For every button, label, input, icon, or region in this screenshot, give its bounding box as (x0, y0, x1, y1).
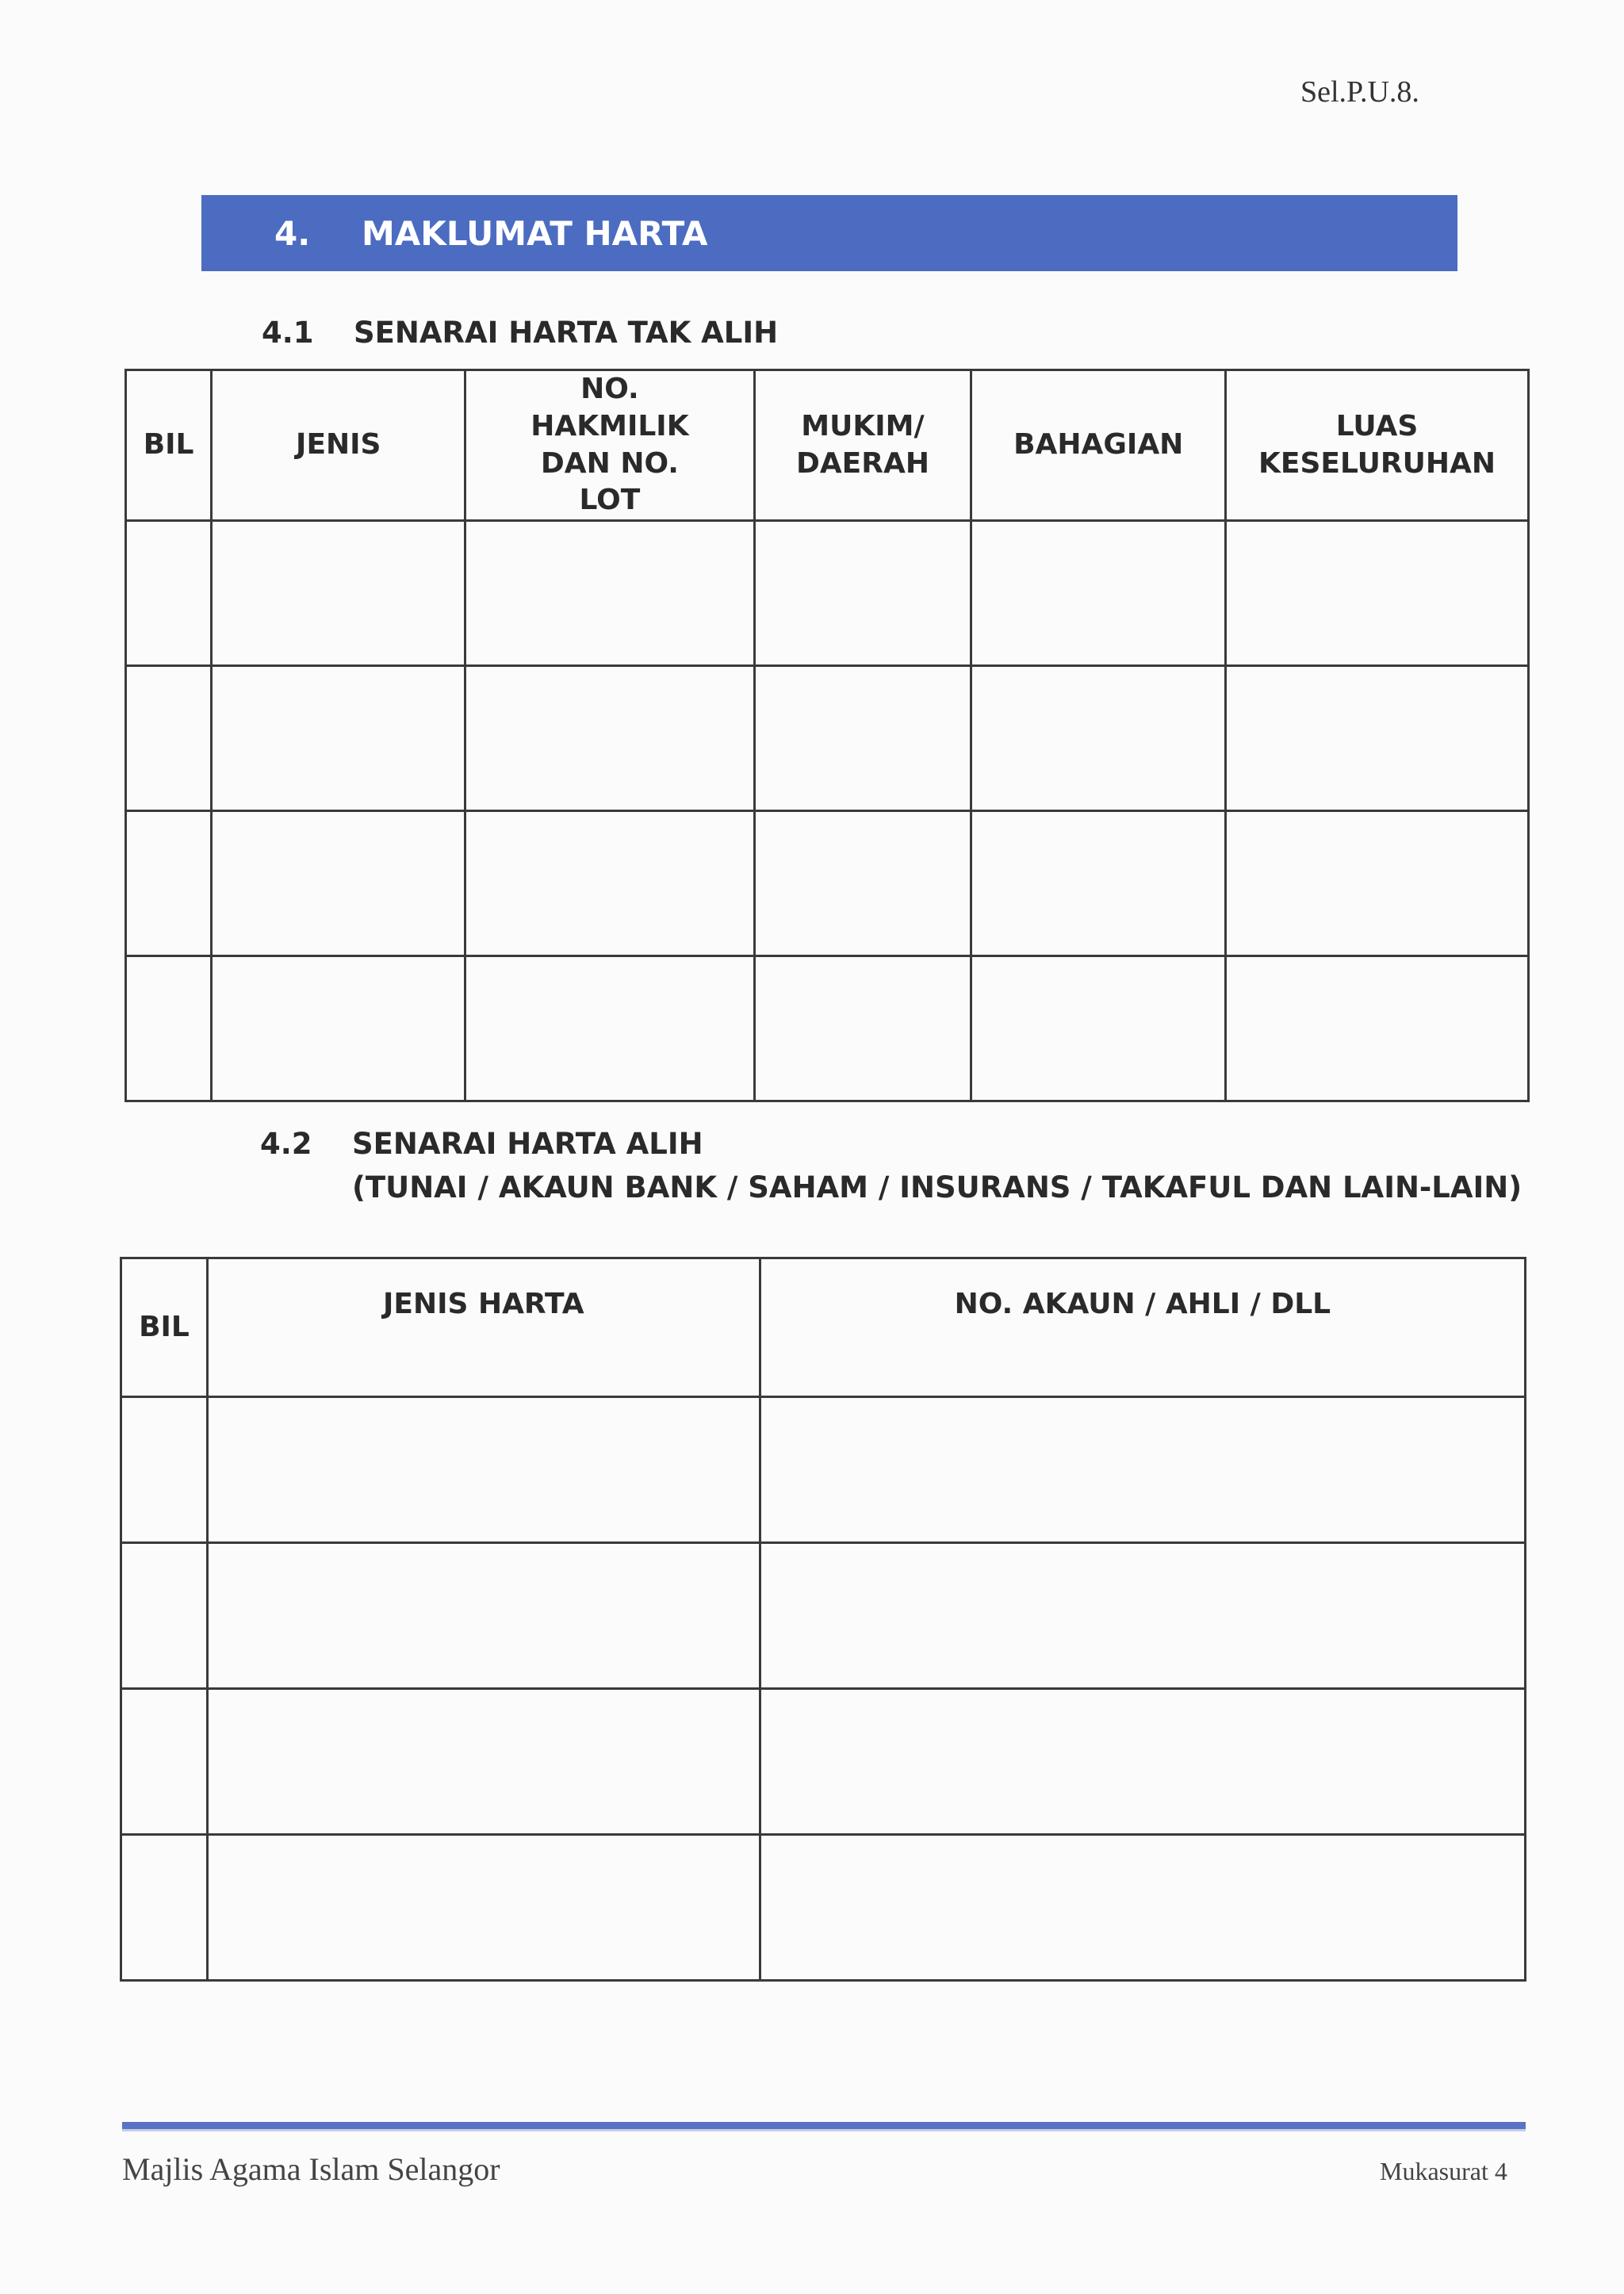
cell-luas[interactable] (1226, 811, 1529, 956)
table-row (121, 1543, 1526, 1689)
cell-bil[interactable] (121, 1835, 208, 1981)
table-row (121, 1835, 1526, 1981)
column-header-mukim-daerah: MUKIM/ DAERAH (754, 370, 971, 521)
cell-no-akaun[interactable] (760, 1689, 1525, 1835)
cell-bil[interactable] (121, 1543, 208, 1689)
movable-subtitle: (TUNAI / AKAUN BANK / SAHAM / INSURANS / TAKAFUL DAN LAIN-LAIN) (352, 1170, 1522, 1204)
table-row (121, 1689, 1526, 1835)
movable-title: SENARAI HARTA ALIH (352, 1127, 703, 1161)
column-header-bil: BIL (126, 370, 212, 521)
column-header-luas: LUAS KESELURUHAN (1226, 370, 1529, 521)
section-title: MAKLUMAT HARTA (362, 213, 708, 253)
movable-property-table (120, 1257, 1526, 1982)
table-header-row (121, 1258, 1526, 1397)
column-header-bil: BIL (121, 1258, 208, 1397)
column-header-bahagian: BAHAGIAN (971, 370, 1226, 521)
cell-jenis-harta[interactable] (207, 1689, 760, 1835)
table-row (126, 811, 1529, 956)
cell-no-hakmilik[interactable] (465, 521, 754, 666)
cell-bil[interactable] (126, 811, 212, 956)
cell-jenis-harta[interactable] (207, 1835, 760, 1981)
cell-bil[interactable] (126, 521, 212, 666)
cell-no-akaun[interactable] (760, 1543, 1525, 1689)
cell-jenis-harta[interactable] (207, 1543, 760, 1689)
column-header-jenis-harta: JENIS HARTA (207, 1258, 760, 1397)
table-row (126, 956, 1529, 1101)
cell-bahagian[interactable] (971, 666, 1226, 811)
form-code: Sel.P.U.8. (1300, 75, 1419, 109)
cell-mukim-daerah[interactable] (754, 811, 971, 956)
column-header-no-hakmilik: NO. HAKMILIK DAN NO. LOT (465, 370, 754, 521)
cell-jenis[interactable] (212, 811, 465, 956)
immovable-heading (262, 316, 778, 350)
cell-mukim-daerah[interactable] (754, 956, 971, 1101)
cell-no-hakmilik[interactable] (465, 811, 754, 956)
cell-mukim-daerah[interactable] (754, 521, 971, 666)
cell-jenis[interactable] (212, 521, 465, 666)
movable-heading (260, 1127, 1522, 1204)
section-number: 4. (274, 213, 311, 253)
cell-jenis[interactable] (212, 666, 465, 811)
section-header-bar (201, 195, 1457, 271)
column-header-no-akaun: NO. AKAUN / AHLI / DLL (760, 1258, 1525, 1397)
cell-no-hakmilik[interactable] (465, 956, 754, 1101)
cell-bahagian[interactable] (971, 956, 1226, 1101)
cell-bahagian[interactable] (971, 811, 1226, 956)
table-row (121, 1397, 1526, 1543)
cell-jenis-harta[interactable] (207, 1397, 760, 1543)
cell-luas[interactable] (1226, 956, 1529, 1101)
immovable-number: 4.1 (262, 316, 314, 350)
footer-organization: Majlis Agama Islam Selangor (122, 2151, 500, 2187)
cell-bil[interactable] (126, 666, 212, 811)
table-header-row (126, 370, 1529, 521)
cell-mukim-daerah[interactable] (754, 666, 971, 811)
cell-no-akaun[interactable] (760, 1397, 1525, 1543)
footer-divider (122, 2122, 1526, 2131)
cell-bil[interactable] (126, 956, 212, 1101)
cell-jenis[interactable] (212, 956, 465, 1101)
cell-bil[interactable] (121, 1397, 208, 1543)
page-number: Mukasurat 4 (1380, 2157, 1507, 2185)
movable-number: 4.2 (260, 1127, 312, 1161)
cell-luas[interactable] (1226, 666, 1529, 811)
cell-no-hakmilik[interactable] (465, 666, 754, 811)
cell-no-akaun[interactable] (760, 1835, 1525, 1981)
cell-bil[interactable] (121, 1689, 208, 1835)
immovable-title: SENARAI HARTA TAK ALIH (354, 316, 779, 350)
immovable-property-table (124, 369, 1530, 1102)
column-header-jenis: JENIS (212, 370, 465, 521)
table-row (126, 666, 1529, 811)
cell-luas[interactable] (1226, 521, 1529, 666)
table-row (126, 521, 1529, 666)
cell-bahagian[interactable] (971, 521, 1226, 666)
